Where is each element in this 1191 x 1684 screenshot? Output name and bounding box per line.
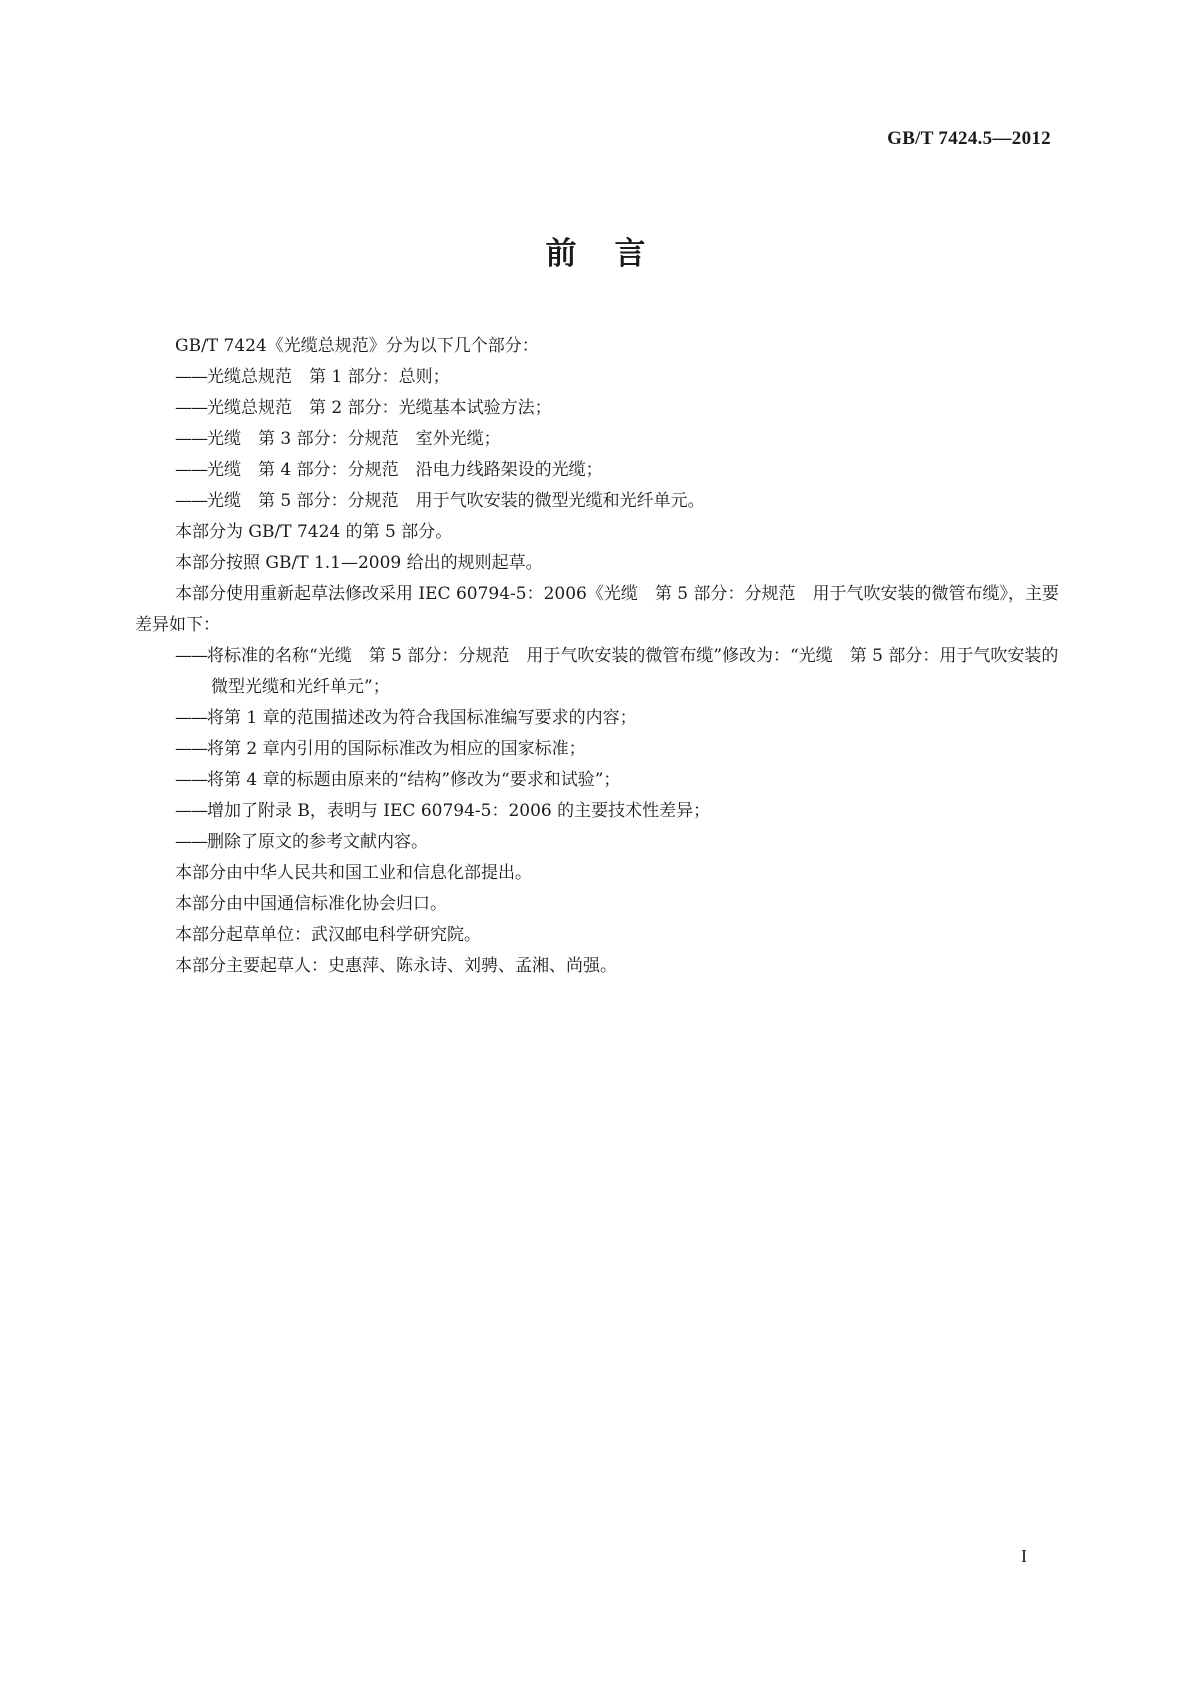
list-item-text: 光缆总规范 第 2 部分：光缆基本试验方法； <box>207 398 552 418</box>
paragraph: 本部分由中华人民共和国工业和信息化部提出。 <box>175 863 532 883</box>
list-item <box>135 703 1060 734</box>
list-item <box>135 486 1060 517</box>
em-dash: —— <box>175 460 207 480</box>
em-dash: —— <box>175 429 207 449</box>
standard-code: GB/T 7424.5—2012 <box>887 128 1051 149</box>
em-dash: —— <box>175 646 207 666</box>
em-dash: —— <box>175 708 207 728</box>
list-item-text: 光缆 第 5 部分：分规范 用于气吹安装的微型光缆和光纤单元。 <box>207 491 705 511</box>
list-item <box>135 641 1060 703</box>
paragraph: 本部分主要起草人：史惠萍、陈永诗、刘骋、孟湘、尚强。 <box>175 956 617 976</box>
list-item <box>135 455 1060 486</box>
list-item-text: 光缆总规范 第 1 部分：总则； <box>207 367 450 387</box>
paragraph: 本部分使用重新起草法修改采用 IEC 60794-5：2006《光缆 第 5 部分：分规范 用于气吹安装的微管布缆》，主要差异如下： <box>135 584 1059 635</box>
em-dash: —— <box>175 770 207 790</box>
paragraph: 本部分按照 GB/T 1.1—2009 给出的规则起草。 <box>175 553 543 573</box>
list-item-text: 将第 2 章内引用的国际标准改为相应的国家标准； <box>207 739 586 759</box>
em-dash: —— <box>175 739 207 759</box>
body-content <box>135 331 1060 982</box>
list-item <box>135 393 1060 424</box>
list-item-text: 光缆 第 4 部分：分规范 沿电力线路架设的光缆； <box>207 460 603 480</box>
paragraph: GB/T 7424《光缆总规范》分为以下几个部分： <box>175 336 539 356</box>
list-item <box>135 827 1060 858</box>
em-dash: —— <box>175 801 207 821</box>
list-item <box>135 765 1060 796</box>
list-item <box>135 734 1060 765</box>
paragraph: 本部分为 GB/T 7424 的第 5 部分。 <box>175 522 453 542</box>
paragraph: 本部分由中国通信标准化协会归口。 <box>175 894 447 914</box>
page-title: 前言 <box>545 236 684 272</box>
list-item-text: 删除了原文的参考文献内容。 <box>207 832 428 852</box>
em-dash: —— <box>175 367 207 387</box>
list-item-text: 将第 1 章的范围描述改为符合我国标准编写要求的内容； <box>207 708 637 728</box>
list-item <box>135 796 1060 827</box>
page-number: I <box>1021 1546 1027 1566</box>
list-item-text: 将第 4 章的标题由原来的“结构”修改为“要求和试验”； <box>207 770 621 790</box>
list-item-text: 光缆 第 3 部分：分规范 室外光缆； <box>207 429 501 449</box>
list-item <box>135 424 1060 455</box>
list-item-text: 将标准的名称“光缆 第 5 部分：分规范 用于气吹安装的微管布缆”修改为：“光缆 第 5 部分：用于气吹安装的微型光缆和光纤单元”； <box>207 646 1059 697</box>
list-item <box>135 362 1060 393</box>
em-dash: —— <box>175 832 207 852</box>
em-dash: —— <box>175 398 207 418</box>
em-dash: —— <box>175 491 207 511</box>
paragraph: 本部分起草单位：武汉邮电科学研究院。 <box>175 925 481 945</box>
list-item-text: 增加了附录 B，表明与 IEC 60794-5：2006 的主要技术性差异； <box>207 801 711 821</box>
